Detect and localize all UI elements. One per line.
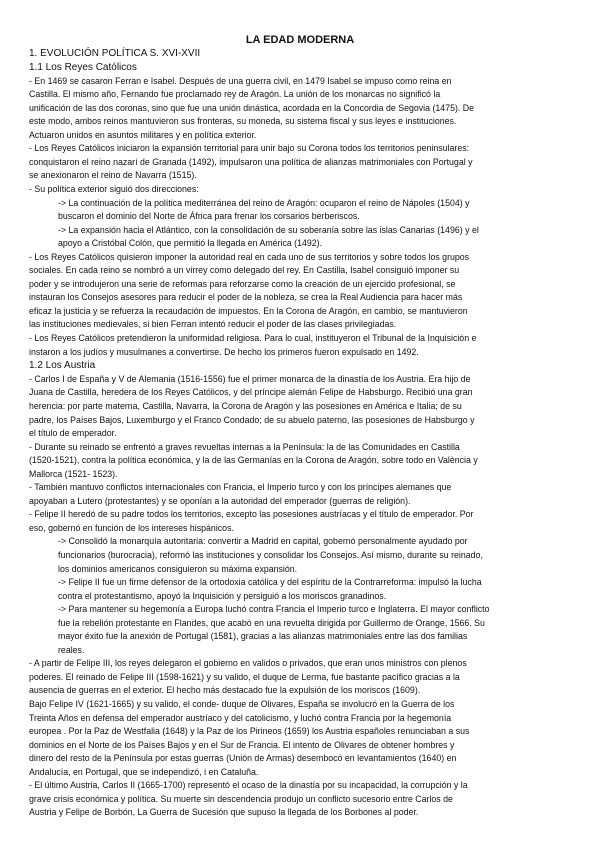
text-line: grave crisis económica y política. Su muerte sin descendencia produjo un conflicto sucesorio entre Carlos de: [29, 793, 453, 804]
text-line: Andalucía, en Portugal, que se independizó, i en Cataluña.: [29, 766, 259, 777]
text-line: - Su política exterior siguió dos direcciones:: [29, 183, 199, 194]
text-line: poderes. El reinado de Felipe III (1598-1621) y su valido, el duque de Lerma, fue bastante pacífico gracias a la: [29, 671, 460, 682]
text-line: herencia: por parte materna, Castilla, Navarra, la Corona de Aragón y las posesiones en América e Italia; de su: [29, 400, 462, 411]
text-line: unificación de las dos coronas, sino que fue una unión dinástica, acordada en la Concordia de Segovia (1475). De: [29, 102, 475, 113]
text-line: Juana de Castilla, heredera de los Reyes Católicos, y del príncipe alemán Felipe de Habsburgo. Recibió una gran: [29, 387, 473, 398]
text-line: eso, gobernó en función de los intereses hispánicos.: [29, 522, 234, 533]
indented-text-line: apoyo a Cristóbal Colón, que permitió la llegada en América (1492).: [58, 238, 323, 249]
indented-text-line: funcionarios (burocracia), reformó las instituciones y consolidar los Consejos. Así mismo, durante su reinado,: [58, 549, 483, 560]
indented-text-line: fue la rebelión protestante en Flandes, que acabó en una revuelta dirigida por Guillermo de Orange, 1566. Su: [58, 617, 485, 628]
text-line: - Los Reyes Católicos pretendieron la uniformidad religiosa. Para lo cual, instituyeron el Tribunal de la Inquisición e: [29, 332, 477, 343]
text-line: - A partir de Felipe III, los reyes delegaron el gobierno en validos o privados, que eran unos ministros con plenos: [29, 658, 467, 669]
text-line: - El último Austria, Carlos II (1665-1700) representó el ocaso de la dinastía por su incapacidad, la corrupción y la: [29, 780, 468, 791]
text-line: Mallorca (1521- 1523).: [29, 468, 118, 479]
indented-text-line: -> Felipe II fue un firme defensor de la ortodoxia católica y del espíritu de la Contrarreforma: impulsó la lucha: [58, 577, 482, 588]
text-line: conquistaron el reino nazarí de Granada (1492), impulsaron una política de alianzas matrimoniales con Portugal y: [29, 156, 473, 167]
text-line: - Los Reyes Católicos quisieron imponer la autoridad real en cada uno de sus territorios y sobre todos los grupos: [29, 251, 470, 262]
text-line: las instituciones medievales, si bien Ferran intentó reducir el poder de las clases privilegiadas.: [29, 319, 397, 330]
text-line: dinero del resto de la Península por estas guerras (Unión de Armas) desembocó en levantamientos (1640) en: [29, 753, 457, 764]
section-heading: 1.2 Los Austria: [29, 360, 96, 372]
text-line: - En 1469 se casaron Ferran e Isabel. Después de una guerra civil, en 1479 Isabel se impuso como reina en: [29, 75, 452, 86]
text-line: instaron a los judíos y musulmanes a convertirse. De hecho los primeros fueron expulsado en 1492.: [29, 346, 419, 357]
indented-text-line: -> Para mantener su hegemonía a Europa luchó contra Francia el Imperio turco e Inglaterra. El mayor conflicto: [58, 604, 490, 615]
indented-text-line: mayor éxito fue la anexión de Portugal (1581), gracias a las alianzas matrimoniales entre las dos familias: [58, 631, 468, 642]
indented-text-line: -> Consolidó la monarquía autoritaria: convertir a Madrid en capital, gobernó personalmente ayudado por: [58, 536, 468, 547]
text-line: - Durante su reinado se enfrentó a graves revueltas internas a la Península: la de las Comunidades en Castilla: [29, 441, 460, 452]
text-line: Actuaron unidos en asuntos militares y en política exterior.: [29, 129, 257, 140]
section-heading: 1.1 Los Reyes Católicos: [29, 61, 137, 73]
text-line: Treinta Años en defensa del emperador austríaco y del catolicismo, y luchó contra Francia por la hegemonía: [29, 712, 452, 723]
page-title: LA EDAD MODERNA: [245, 34, 355, 46]
text-line: eficaz la justicia y se refuerza la recaudación de impuestos. En la Corona de Aragón, en cambio, se mantuvieron: [29, 305, 468, 316]
section-heading: 1. EVOLUCIÓN POLÍTICA S. XVI-XVII: [29, 48, 201, 59]
text-line: - También mantuvo conflictos internacionales con Francia, el Imperio turco y con los príncipes alemanes que: [29, 482, 452, 493]
text-line: el título de emperador.: [29, 428, 117, 439]
text-line: Bajo Felipe IV (1621-1665) y su valido, el conde- duque de Olivares, España se involucró en la Guerra de los: [29, 699, 455, 709]
text-line: dominios en el Norte de los Países Bajos y en el Sur de Francia. El intento de Olivares de obtener hombres y: [29, 739, 455, 750]
text-line: poder y se introdujeron una serie de reformas para reforzarse como la creación de un ejercido profesional, se: [29, 278, 456, 289]
text-line: sociales. En cada reino se nombró a un virrey como delegado del rey. En Castilla, Isabel consiguió imponer su: [29, 265, 460, 276]
text-line: ausencia de guerras en el exterior. El hecho más destacado fue la expulsión de los moriscos (1609).: [29, 685, 421, 696]
text-line: - Felipe II heredó de su padre todos los territorios, excepto las posesiones austríacas y el título de emperador. Por: [29, 509, 474, 520]
text-line: padre, los Países Bajos, Luxemburgo y el Franco Condado; de su abuelo paterno, las posesiones de Habsburgo y: [29, 414, 475, 425]
text-line: se anexionaron el reino de Navarra (1515).: [29, 170, 197, 181]
document-body: [29, 47, 574, 820]
indented-text-line: contra el protestantismo, apoyó la Inquisición y persiguió a los moriscos granadinos.: [58, 590, 387, 601]
indented-text-line: reales.: [58, 644, 85, 655]
text-line: instauran los Consejos asesores para reducir el poder de la nobleza, se crea la Real Audiencia para hacer más: [29, 292, 463, 303]
text-line: europea . Por la Paz de Westfalia (1648) y la Paz de los Pirineos (1659) los Austria españoles renunciaban a sus: [29, 726, 470, 737]
indented-text-line: -> La continuación de la política mediterránea del reino de Aragón: ocuparon el reino de Nápoles (1504) y: [58, 197, 470, 208]
indented-text-line: -> La expansión hacia el Atlántico, con la consolidación de su soberanía sobre las islas Canarias (1496) y el: [58, 224, 479, 235]
text-line: - Los Reyes Católicos iniciaron la expansión territorial para unir bajo su Corona todos los territorios peninsulares:: [29, 143, 470, 154]
text-line: - Carlos I de España y V de Alemania (1516-1556) fue el primer monarca de la dinastía de los Austria. Era hijo de: [29, 373, 471, 384]
indented-text-line: buscaron el dominio del Norte de África para frenar los corsarios berberiscos.: [58, 211, 360, 222]
text-line: Castilla. El mismo año, Fernando fue proclamado rey de Aragón. La unión de los monarcas no significó la: [29, 89, 441, 100]
text-line: (1520-1521), contra la política económica, y la de las Germanías en la Corona de Aragón, sobre todo en València y: [29, 455, 478, 466]
indented-text-line: los dominios americanos consiguieron su máxima expansión.: [58, 563, 298, 574]
text-line: apoyaban a Lutero (protestantes) y se oponían a la autoridad del emperador (guerras de religión).: [29, 495, 411, 506]
text-line: este modo, ambos reinos mantuvieron sus fronteras, su moneda, su sistema fiscal y sus leyes e instituciones.: [29, 116, 457, 127]
text-line: Austria y Felipe de Borbón, La Guerra de Sucesión que supuso la llegada de los Borbones al poder.: [29, 807, 419, 818]
